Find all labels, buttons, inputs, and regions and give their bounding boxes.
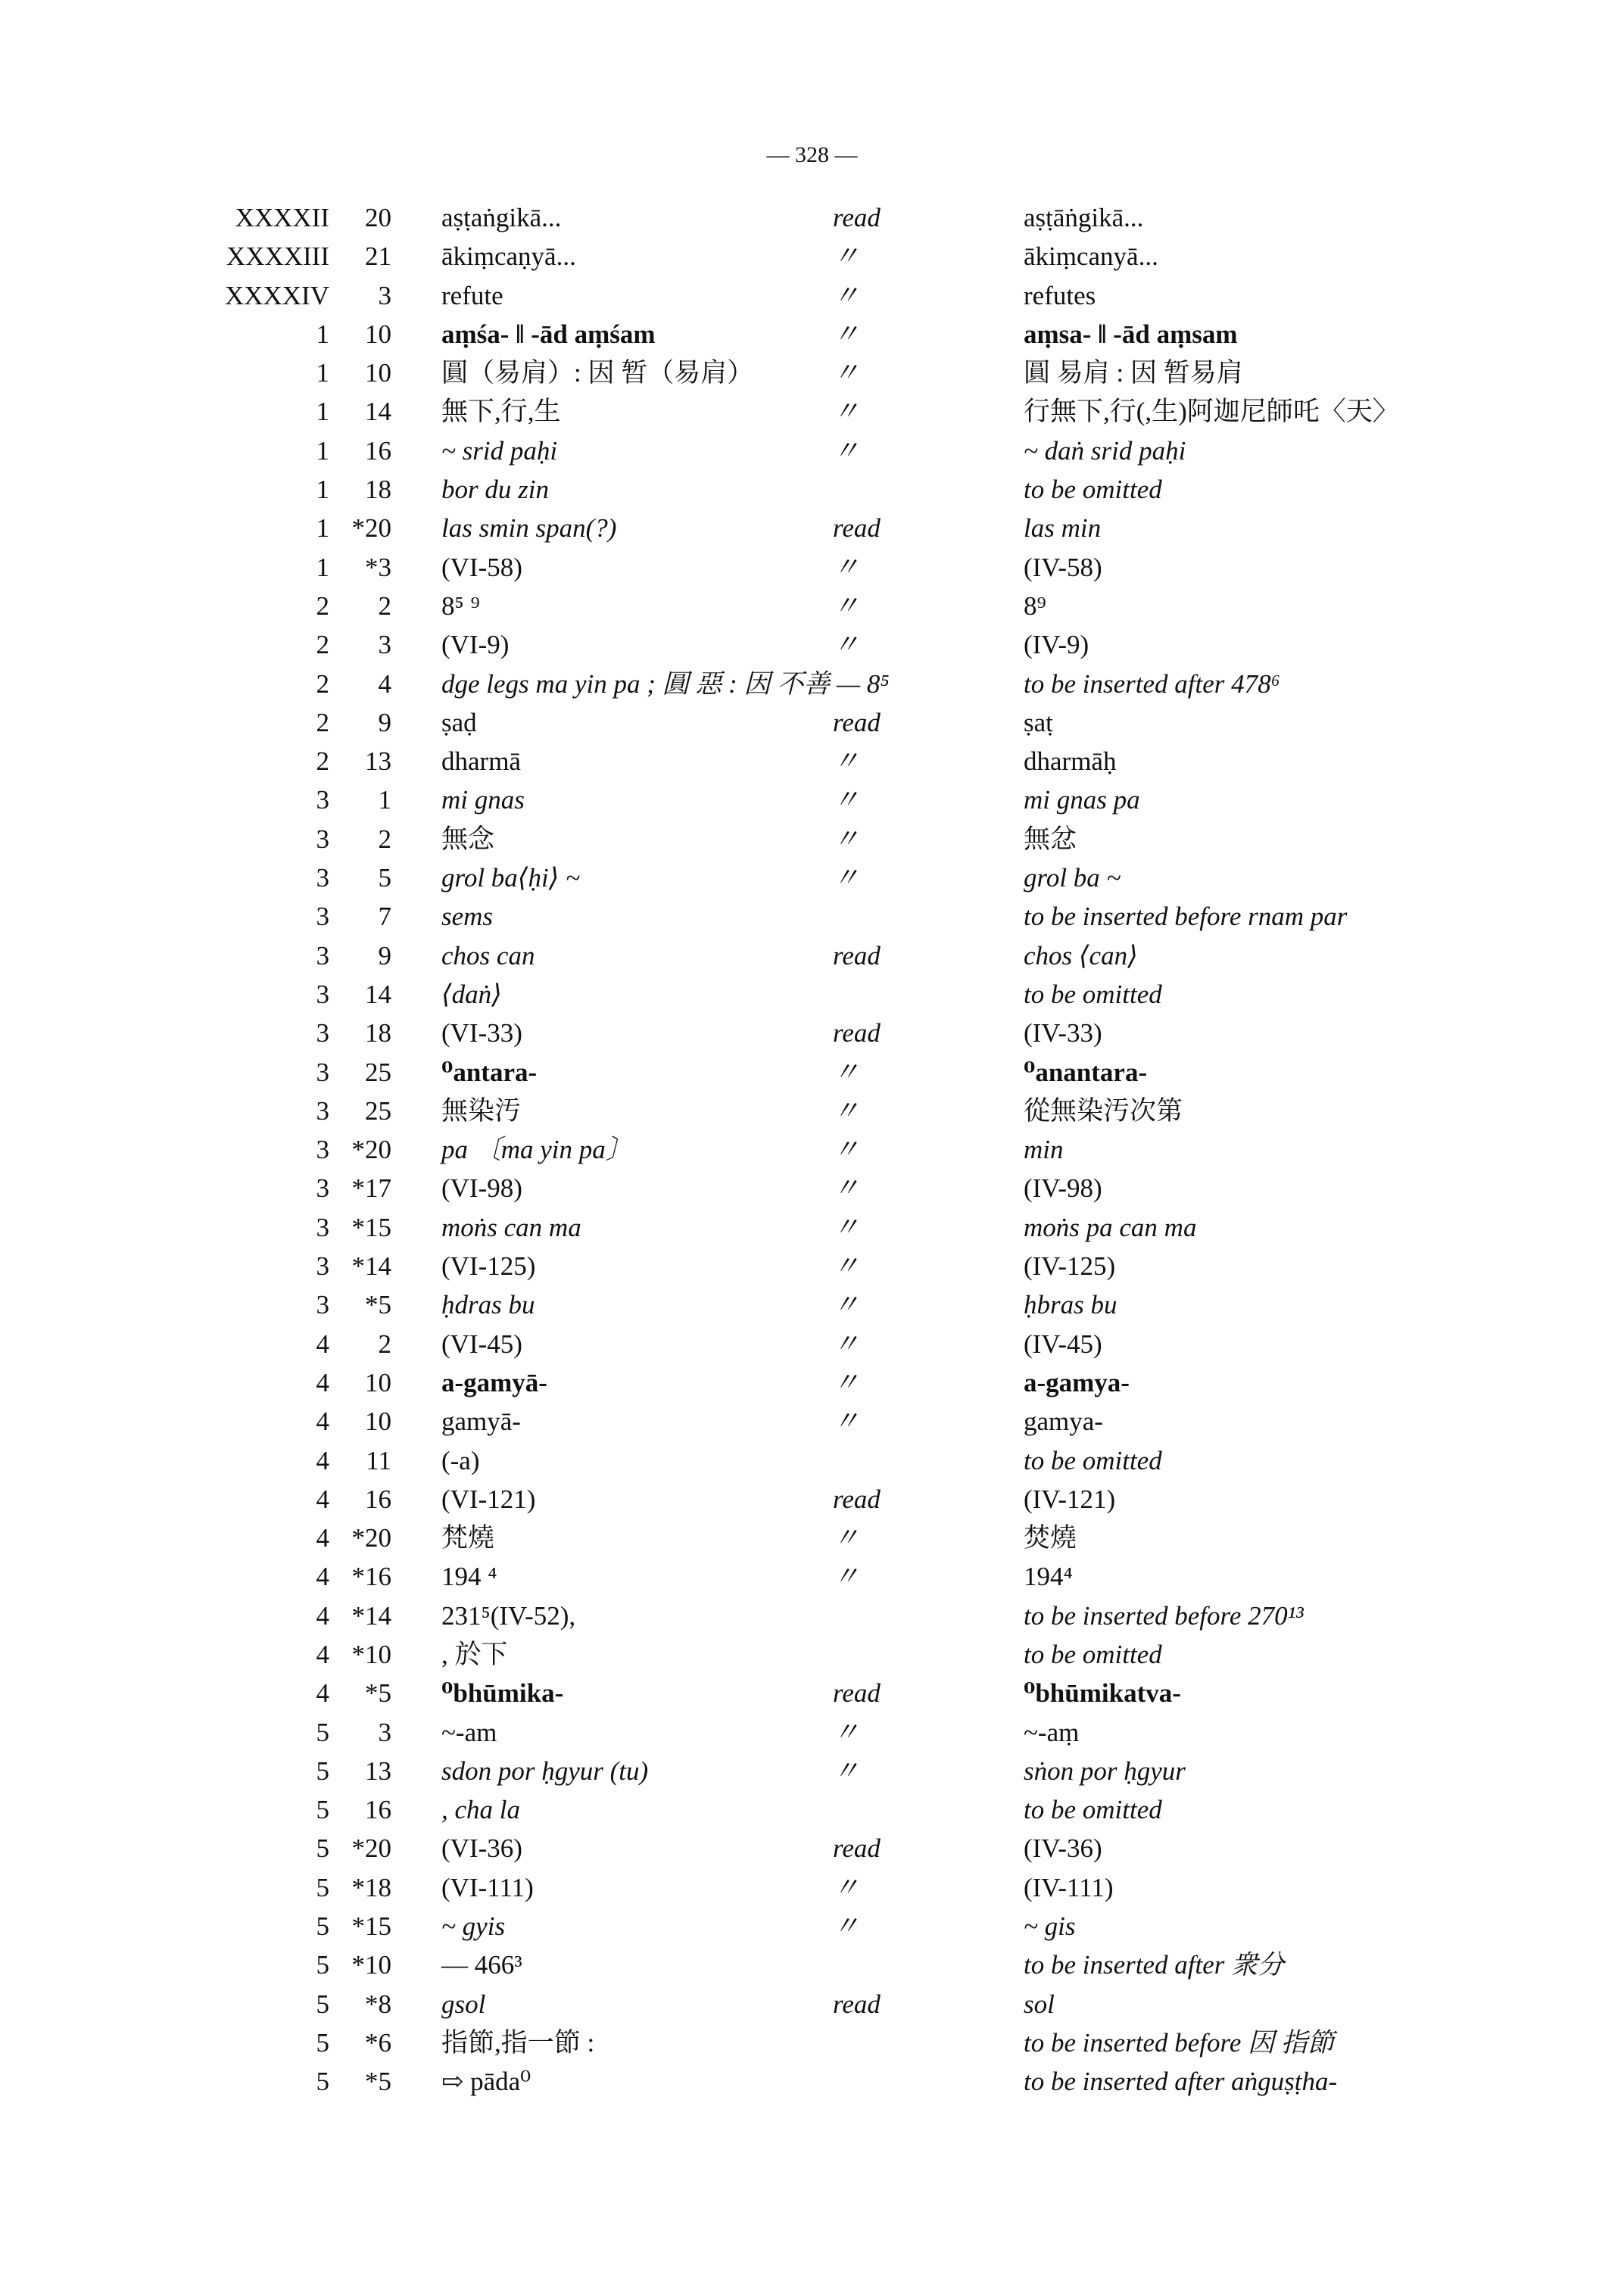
line-ref: 20 bbox=[365, 203, 391, 232]
line-ref: 21 bbox=[365, 241, 391, 272]
original-text: ~ gyis bbox=[441, 1911, 506, 1942]
errata-row bbox=[0, 1363, 1624, 1402]
line-ref: *17 bbox=[351, 1173, 391, 1204]
correction-text: 行無下,行(,生)阿迦尼師吒〈天〉 bbox=[1024, 397, 1399, 427]
errata-row bbox=[0, 1285, 1624, 1324]
line-ref: *10 bbox=[351, 1639, 391, 1669]
action-word: 〃 bbox=[833, 630, 860, 660]
page-ref: 4 bbox=[316, 1407, 329, 1437]
action-word: read bbox=[833, 203, 881, 232]
original-text: (VI-9) bbox=[441, 630, 510, 660]
action-word: read bbox=[833, 940, 881, 970]
errata-row bbox=[0, 1674, 1624, 1712]
line-ref: *20 bbox=[351, 1833, 391, 1864]
original-text: 梵燒 bbox=[441, 1523, 495, 1553]
errata-row bbox=[0, 509, 1624, 547]
errata-row bbox=[0, 1946, 1624, 1984]
action-word: 〃 bbox=[833, 1523, 860, 1553]
line-ref: *6 bbox=[365, 2027, 391, 2058]
line-ref: *8 bbox=[365, 1989, 391, 2019]
errata-row bbox=[0, 665, 1624, 703]
page-ref: 5 bbox=[316, 2067, 329, 2097]
correction-text: to be omitted bbox=[1024, 1795, 1162, 1825]
page-ref: 5 bbox=[316, 1756, 329, 1786]
line-ref: *3 bbox=[365, 552, 391, 582]
original-text: aṣṭaṅgikā... bbox=[441, 203, 562, 232]
page-ref: 4 bbox=[316, 1562, 329, 1592]
line-ref: 10 bbox=[365, 358, 391, 388]
line-ref: 9 bbox=[378, 940, 391, 970]
correction-text: sol bbox=[1024, 1989, 1055, 2019]
errata-row bbox=[0, 1208, 1624, 1247]
original-text: pa 〔ma yin pa〕 bbox=[441, 1135, 632, 1165]
correction-text: to be inserted after 衆分 bbox=[1024, 1950, 1285, 1980]
page-ref: 4 bbox=[316, 1484, 329, 1514]
correction-text: 從無染汚次第 bbox=[1024, 1095, 1183, 1126]
line-ref: 14 bbox=[365, 979, 391, 1009]
action-word: 〃 bbox=[833, 1212, 860, 1242]
original-text: refute bbox=[441, 280, 503, 310]
errata-row bbox=[0, 1014, 1624, 1052]
errata-row bbox=[0, 1868, 1624, 1907]
page-number: — 328 — bbox=[766, 142, 858, 167]
errata-row bbox=[0, 2024, 1624, 2062]
original-text: ḥdras bu bbox=[441, 1290, 535, 1320]
errata-row bbox=[0, 858, 1624, 897]
correction-text: 圓 易肩 : 因 暂易肩 bbox=[1024, 358, 1243, 388]
page-ref: 2 bbox=[316, 746, 329, 777]
action-word: read bbox=[833, 1678, 881, 1709]
page-ref: 3 bbox=[316, 824, 329, 854]
errata-row bbox=[0, 1557, 1624, 1596]
original-text: , 於下 bbox=[441, 1639, 508, 1669]
original-text: 圓（易肩）: 因 暂（易肩） bbox=[441, 358, 754, 388]
original-text: (VI-36) bbox=[441, 1833, 522, 1864]
line-ref: 7 bbox=[378, 902, 391, 932]
errata-row bbox=[0, 936, 1624, 975]
line-ref: 2 bbox=[378, 590, 391, 621]
correction-text: to be omitted bbox=[1024, 1445, 1162, 1475]
correction-text: ⁰bhūmikatva- bbox=[1024, 1678, 1181, 1709]
page-ref: 5 bbox=[316, 2027, 329, 2058]
errata-row bbox=[0, 1130, 1624, 1169]
line-ref: 9 bbox=[378, 707, 391, 737]
original-text: bor du zin bbox=[441, 475, 549, 505]
errata-row bbox=[0, 276, 1624, 315]
page-ref: 2 bbox=[316, 590, 329, 621]
page-ref: 1 bbox=[316, 475, 329, 505]
page-ref: 4 bbox=[316, 1445, 329, 1475]
page-ref: 3 bbox=[316, 1212, 329, 1242]
page-ref: XXXXIV bbox=[224, 280, 329, 310]
errata-row bbox=[0, 548, 1624, 587]
correction-text: (IV-36) bbox=[1024, 1833, 1102, 1864]
line-ref: *5 bbox=[365, 2067, 391, 2097]
action-word: 〃 bbox=[833, 1911, 860, 1942]
action-word: 〃 bbox=[833, 590, 860, 621]
correction-text: (IV-125) bbox=[1024, 1251, 1116, 1282]
line-ref: *20 bbox=[351, 1135, 391, 1165]
original-text: mi gnas bbox=[441, 785, 525, 815]
page-ref: 4 bbox=[316, 1639, 329, 1669]
correction-text: chos ⟨can⟩ bbox=[1024, 940, 1138, 970]
original-text: chos can bbox=[441, 940, 535, 970]
line-ref: 5 bbox=[378, 863, 391, 893]
page-ref: 5 bbox=[316, 1795, 329, 1825]
errata-row bbox=[0, 742, 1624, 780]
page-ref: 4 bbox=[316, 1600, 329, 1631]
page-ref: 3 bbox=[316, 1018, 329, 1048]
errata-row bbox=[0, 237, 1624, 276]
original-text: grol ba⟨ḥi⟩ ~ bbox=[441, 863, 581, 893]
line-ref: *16 bbox=[351, 1562, 391, 1592]
action-word: 〃 bbox=[833, 1290, 860, 1320]
line-ref: *15 bbox=[351, 1911, 391, 1942]
errata-row bbox=[0, 625, 1624, 664]
errata-row bbox=[0, 2062, 1624, 2101]
line-ref: 16 bbox=[365, 1795, 391, 1825]
original-text: moṅs can ma bbox=[441, 1212, 581, 1242]
original-text: 指節,指一節 : bbox=[441, 2027, 595, 2058]
page-ref: 3 bbox=[316, 902, 329, 932]
page-ref: 4 bbox=[316, 1367, 329, 1397]
errata-row bbox=[0, 1325, 1624, 1363]
original-text: 231⁵(IV-52), bbox=[441, 1600, 576, 1631]
correction-text: to be inserted after aṅguṣṭha- bbox=[1024, 2067, 1338, 2097]
correction-text: 194⁴ bbox=[1024, 1562, 1073, 1592]
page-ref: 4 bbox=[316, 1523, 329, 1553]
correction-text: ~ daṅ srid paḥi bbox=[1024, 435, 1186, 466]
original-text: (VI-58) bbox=[441, 552, 522, 582]
page-ref: 3 bbox=[316, 1173, 329, 1204]
errata-row bbox=[0, 1985, 1624, 2024]
action-word: 〃 bbox=[833, 1367, 860, 1397]
errata-row bbox=[0, 1402, 1624, 1441]
correction-text: sṅon por ḥgyur bbox=[1024, 1756, 1186, 1786]
errata-row bbox=[0, 1169, 1624, 1207]
errata-row bbox=[0, 1247, 1624, 1285]
line-ref: 10 bbox=[365, 1367, 391, 1397]
page-ref: 5 bbox=[316, 1989, 329, 2019]
original-text: (-a) bbox=[441, 1445, 480, 1475]
correction-text: (IV-111) bbox=[1024, 1872, 1114, 1902]
line-ref: 2 bbox=[378, 824, 391, 854]
original-text: dge legs ma yin pa ; 圓 惡 : 因 不善 — 8⁵ bbox=[441, 668, 890, 699]
errata-row bbox=[0, 1635, 1624, 1674]
action-word: 〃 bbox=[833, 1329, 860, 1359]
page-ref: 3 bbox=[316, 940, 329, 970]
original-text: ⟨daṅ⟩ bbox=[441, 979, 502, 1009]
action-word: 〃 bbox=[833, 358, 860, 388]
original-text: 無念 bbox=[441, 824, 495, 854]
original-text: ṣaḍ bbox=[441, 707, 477, 737]
errata-row bbox=[0, 1519, 1624, 1557]
line-ref: 11 bbox=[366, 1445, 391, 1475]
line-ref: 16 bbox=[365, 435, 391, 466]
original-text: 8⁵ ⁹ bbox=[441, 590, 480, 621]
line-ref: 16 bbox=[365, 1484, 391, 1514]
errata-row bbox=[0, 1053, 1624, 1092]
action-word: 〃 bbox=[833, 746, 860, 777]
page-ref: 5 bbox=[316, 1833, 329, 1864]
page-ref: 5 bbox=[316, 1950, 329, 1980]
page-ref: 1 bbox=[316, 358, 329, 388]
correction-text: to be omitted bbox=[1024, 475, 1162, 505]
correction-text: gamya- bbox=[1024, 1407, 1103, 1437]
page-ref: XXXXII bbox=[235, 203, 329, 232]
correction-text: aṣṭāṅgikā... bbox=[1024, 203, 1144, 232]
errata-row bbox=[0, 1713, 1624, 1752]
line-ref: 4 bbox=[378, 668, 391, 699]
original-text: ~ srid paḥi bbox=[441, 435, 558, 466]
action-word: 〃 bbox=[833, 785, 860, 815]
original-text: ⁰bhūmika- bbox=[441, 1678, 564, 1709]
page-ref: 3 bbox=[316, 1095, 329, 1126]
errata-row bbox=[0, 780, 1624, 819]
page-ref: 2 bbox=[316, 707, 329, 737]
correction-text: to be inserted after 478⁶ bbox=[1024, 668, 1280, 699]
errata-row bbox=[0, 1441, 1624, 1480]
line-ref: 18 bbox=[365, 1018, 391, 1048]
original-text: (VI-125) bbox=[441, 1251, 536, 1282]
page-ref: 5 bbox=[316, 1911, 329, 1942]
action-word: 〃 bbox=[833, 319, 860, 349]
page-ref: 1 bbox=[316, 319, 329, 349]
errata-row bbox=[0, 1480, 1624, 1519]
original-text: (VI-45) bbox=[441, 1329, 522, 1359]
action-word: 〃 bbox=[833, 1135, 860, 1165]
correction-text: (IV-58) bbox=[1024, 552, 1102, 582]
action-word: 〃 bbox=[833, 1095, 860, 1126]
action-word: 〃 bbox=[833, 397, 860, 427]
original-text: ~-am bbox=[441, 1717, 497, 1747]
original-text: (VI-111) bbox=[441, 1872, 534, 1902]
correction-text: moṅs pa can ma bbox=[1024, 1212, 1197, 1242]
action-word: 〃 bbox=[833, 1407, 860, 1437]
line-ref: *10 bbox=[351, 1950, 391, 1980]
action-word: 〃 bbox=[833, 1173, 860, 1204]
correction-text: min bbox=[1024, 1135, 1064, 1165]
correction-text: las min bbox=[1024, 513, 1102, 544]
original-text: 無下,行,生 bbox=[441, 397, 561, 427]
action-word: 〃 bbox=[833, 1756, 860, 1786]
action-word: 〃 bbox=[833, 241, 860, 272]
original-text: 194 ⁴ bbox=[441, 1562, 497, 1592]
line-ref: 25 bbox=[365, 1057, 391, 1087]
page-ref: 5 bbox=[316, 1717, 329, 1747]
line-ref: *15 bbox=[351, 1212, 391, 1242]
action-word: read bbox=[833, 707, 881, 737]
action-word: read bbox=[833, 513, 881, 544]
line-ref: 18 bbox=[365, 475, 391, 505]
correction-text: ṣaṭ bbox=[1024, 707, 1053, 737]
page-ref: 3 bbox=[316, 1290, 329, 1320]
correction-text: (IV-33) bbox=[1024, 1018, 1102, 1048]
original-text: a-gamyā- bbox=[441, 1367, 547, 1397]
correction-text: 8⁹ bbox=[1024, 590, 1046, 621]
original-text: aṃśa- ‖ -ād aṃśam bbox=[441, 319, 656, 349]
errata-row bbox=[0, 354, 1624, 392]
page-ref: 3 bbox=[316, 979, 329, 1009]
original-text: gamyā- bbox=[441, 1407, 521, 1437]
action-word: read bbox=[833, 1989, 881, 2019]
original-text: gsol bbox=[441, 1989, 486, 2019]
errata-row bbox=[0, 587, 1624, 625]
line-ref: *20 bbox=[351, 1523, 391, 1553]
action-word: read bbox=[833, 1018, 881, 1048]
action-word: 〃 bbox=[833, 863, 860, 893]
action-word: 〃 bbox=[833, 1057, 860, 1087]
original-text: (VI-98) bbox=[441, 1173, 522, 1204]
correction-text: a-gamya- bbox=[1024, 1367, 1130, 1397]
errata-row bbox=[0, 198, 1624, 237]
page-ref: 1 bbox=[316, 397, 329, 427]
page-ref: XXXXIII bbox=[226, 241, 329, 272]
line-ref: *14 bbox=[351, 1600, 391, 1631]
page-ref: 4 bbox=[316, 1329, 329, 1359]
errata-row bbox=[0, 1597, 1624, 1635]
action-word: 〃 bbox=[833, 824, 860, 854]
line-ref: 1 bbox=[378, 785, 391, 815]
correction-text: to be inserted before 因 指節 bbox=[1024, 2027, 1334, 2058]
errata-row bbox=[0, 820, 1624, 858]
line-ref: 10 bbox=[365, 319, 391, 349]
line-ref: *20 bbox=[351, 513, 391, 544]
errata-row bbox=[0, 1829, 1624, 1868]
errata-row bbox=[0, 470, 1624, 509]
page-ref: 3 bbox=[316, 1135, 329, 1165]
original-text: sems bbox=[441, 902, 494, 932]
line-ref: 13 bbox=[365, 746, 391, 777]
correction-text: mi gnas pa bbox=[1024, 785, 1140, 815]
errata-row bbox=[0, 431, 1624, 470]
errata-row bbox=[0, 703, 1624, 742]
errata-row bbox=[0, 1907, 1624, 1946]
line-ref: *5 bbox=[365, 1290, 391, 1320]
line-ref: *14 bbox=[351, 1251, 391, 1282]
correction-text: ākiṃcanyā... bbox=[1024, 241, 1158, 272]
original-text: , cha la bbox=[441, 1795, 521, 1825]
correction-text: (IV-9) bbox=[1024, 630, 1089, 660]
correction-text: refutes bbox=[1024, 280, 1096, 310]
correction-text: aṃsa- ‖ -ād aṃsam bbox=[1024, 319, 1238, 349]
correction-text: 焚燒 bbox=[1024, 1523, 1077, 1553]
correction-text: dharmāḥ bbox=[1024, 746, 1117, 777]
correction-text: to be inserted before 270¹³ bbox=[1024, 1600, 1304, 1631]
line-ref: 13 bbox=[365, 1756, 391, 1786]
line-ref: 3 bbox=[378, 1717, 391, 1747]
action-word: read bbox=[833, 1484, 881, 1514]
errata-row bbox=[0, 1790, 1624, 1829]
errata-row bbox=[0, 897, 1624, 936]
action-word: 〃 bbox=[833, 1251, 860, 1282]
page-ref: 4 bbox=[316, 1678, 329, 1709]
correction-text: ~-aṃ bbox=[1024, 1717, 1080, 1747]
correction-text: (IV-98) bbox=[1024, 1173, 1102, 1204]
correction-text: to be omitted bbox=[1024, 1639, 1162, 1669]
errata-row bbox=[0, 315, 1624, 354]
action-word: 〃 bbox=[833, 1717, 860, 1747]
errata-row bbox=[0, 1092, 1624, 1130]
original-text: las smin span(?) bbox=[441, 513, 617, 544]
page-ref: 1 bbox=[316, 513, 329, 544]
line-ref: 3 bbox=[378, 630, 391, 660]
original-text: 無染汚 bbox=[441, 1095, 522, 1126]
original-text: (VI-121) bbox=[441, 1484, 536, 1514]
original-text: sdon por ḥgyur (tu) bbox=[441, 1756, 649, 1786]
original-text: ⁰antara- bbox=[441, 1057, 538, 1087]
original-text: dharmā bbox=[441, 746, 521, 777]
correction-text: ~ gis bbox=[1024, 1911, 1076, 1942]
line-ref: 25 bbox=[365, 1095, 391, 1126]
correction-text: 無忿 bbox=[1024, 824, 1077, 854]
errata-row bbox=[0, 1752, 1624, 1790]
action-word: 〃 bbox=[833, 1562, 860, 1592]
correction-text: to be omitted bbox=[1024, 979, 1162, 1009]
original-text: — 466³ bbox=[441, 1950, 522, 1980]
page-ref: 1 bbox=[316, 552, 329, 582]
page-ref: 2 bbox=[316, 630, 329, 660]
correction-text: to be inserted before rnam par bbox=[1024, 902, 1348, 932]
action-word: 〃 bbox=[833, 280, 860, 310]
original-text: (VI-33) bbox=[441, 1018, 522, 1048]
line-ref: *5 bbox=[365, 1678, 391, 1709]
page-ref: 3 bbox=[316, 1251, 329, 1282]
correction-text: (IV-121) bbox=[1024, 1484, 1116, 1514]
errata-row bbox=[0, 975, 1624, 1014]
page-ref: 5 bbox=[316, 1872, 329, 1902]
original-text: ākiṃcaṇyā... bbox=[441, 241, 576, 272]
page-ref: 1 bbox=[316, 435, 329, 466]
action-word: 〃 bbox=[833, 435, 860, 466]
correction-text: grol ba ~ bbox=[1024, 863, 1121, 893]
line-ref: 14 bbox=[365, 397, 391, 427]
line-ref: *18 bbox=[351, 1872, 391, 1902]
line-ref: 2 bbox=[378, 1329, 391, 1359]
action-word: 〃 bbox=[833, 1872, 860, 1902]
correction-text: (IV-45) bbox=[1024, 1329, 1102, 1359]
action-word: 〃 bbox=[833, 552, 860, 582]
page-ref: 2 bbox=[316, 668, 329, 699]
correction-text: ḥbras bu bbox=[1024, 1290, 1117, 1320]
page-ref: 3 bbox=[316, 785, 329, 815]
line-ref: 10 bbox=[365, 1407, 391, 1437]
page-ref: 3 bbox=[316, 1057, 329, 1087]
page-ref: 3 bbox=[316, 863, 329, 893]
action-word: read bbox=[833, 1833, 881, 1864]
original-text: ⇨ pāda⁰ bbox=[441, 2067, 531, 2097]
errata-row bbox=[0, 392, 1624, 431]
correction-text: ⁰anantara- bbox=[1024, 1057, 1148, 1087]
errata-table bbox=[0, 198, 1624, 2101]
line-ref: 3 bbox=[378, 280, 391, 310]
